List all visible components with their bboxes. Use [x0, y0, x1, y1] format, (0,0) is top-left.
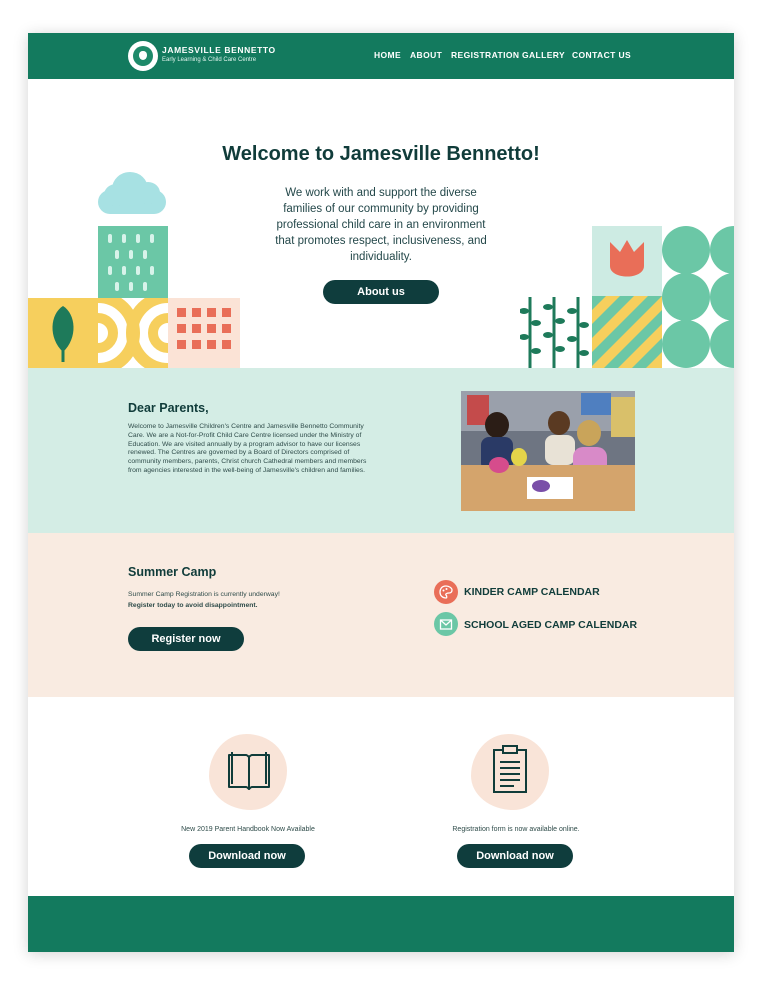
- tulip-icon: [592, 226, 662, 296]
- register-now-button[interactable]: Register now: [128, 627, 244, 651]
- vine-icon: [520, 293, 592, 368]
- brand-subtitle: Early Learning & Child Care Centre: [162, 57, 257, 63]
- hero-text: We work with and support the diverse families of our community by providing professional child care in an environment that promotes respect, inclusiveness, and individuality.: [275, 187, 487, 263]
- clipboard-icon: [488, 744, 532, 796]
- handbook-download-button[interactable]: Download now: [189, 844, 305, 868]
- acorn-logo-icon[interactable]: [128, 41, 158, 71]
- school-aged-camp-calendar-link[interactable]: SCHOOL AGED CAMP CALENDAR: [464, 619, 638, 631]
- summer-camp-title: Summer Camp: [128, 565, 217, 579]
- site-header: [28, 33, 734, 79]
- site-footer: [28, 896, 734, 952]
- nav-gallery[interactable]: GALLERY: [522, 50, 566, 60]
- brand-name[interactable]: JAMESVILLE BENNETTO: [162, 45, 276, 55]
- book-icon: [226, 747, 272, 793]
- summer-camp-section: [28, 533, 734, 697]
- hero-title: Welcome to Jamesville Bennetto!: [222, 143, 540, 165]
- handbook-caption: New 2019 Parent Handbook Now Available: [181, 826, 315, 833]
- parents-text: Welcome to Jamesville Children's Centre and Jamesville Bennetto Community Care. We are a Not-for-Profit Child Care Centre licensed under the Ministry of Education. We are visited annually by a program advisor to have our licenses renewed. The Centres are governed by a Board of Directors comprised of community members, parents, Christ church Cathedral members and members from agencies interested in the well-being of Jamesville's children and families.: [128, 423, 367, 474]
- stripes-block: [592, 296, 662, 368]
- summer-camp-line2: Register today to avoid disappointment.: [128, 602, 258, 609]
- leaf-icon: [28, 298, 98, 368]
- summer-camp-line1: Summer Camp Registration is currently underway!: [128, 591, 280, 598]
- nav-home[interactable]: HOME: [374, 50, 402, 60]
- leaf-block: [28, 298, 98, 368]
- page: [28, 33, 734, 952]
- registration-form-download-button[interactable]: Download now: [457, 844, 573, 868]
- nav-about[interactable]: ABOUT: [410, 50, 443, 60]
- about-us-button[interactable]: About us: [323, 280, 439, 304]
- parents-title: Dear Parents,: [128, 401, 209, 415]
- nav-registration[interactable]: REGISTRATION: [451, 50, 520, 60]
- envelope-icon[interactable]: [434, 612, 458, 636]
- nav-contact-us[interactable]: CONTACT US: [572, 50, 632, 60]
- rain-block: [98, 226, 168, 298]
- registration-form-caption: Registration form is now available online.: [452, 826, 580, 833]
- tulip-block: [592, 226, 662, 296]
- palette-icon[interactable]: [434, 580, 458, 604]
- parents-section: [28, 368, 734, 533]
- kinder-camp-calendar-link[interactable]: KINDER CAMP CALENDAR: [464, 586, 600, 598]
- arch-block: [98, 298, 168, 368]
- cloud-icon: [98, 172, 166, 214]
- children-photo: [461, 391, 635, 511]
- window-block: [168, 298, 240, 368]
